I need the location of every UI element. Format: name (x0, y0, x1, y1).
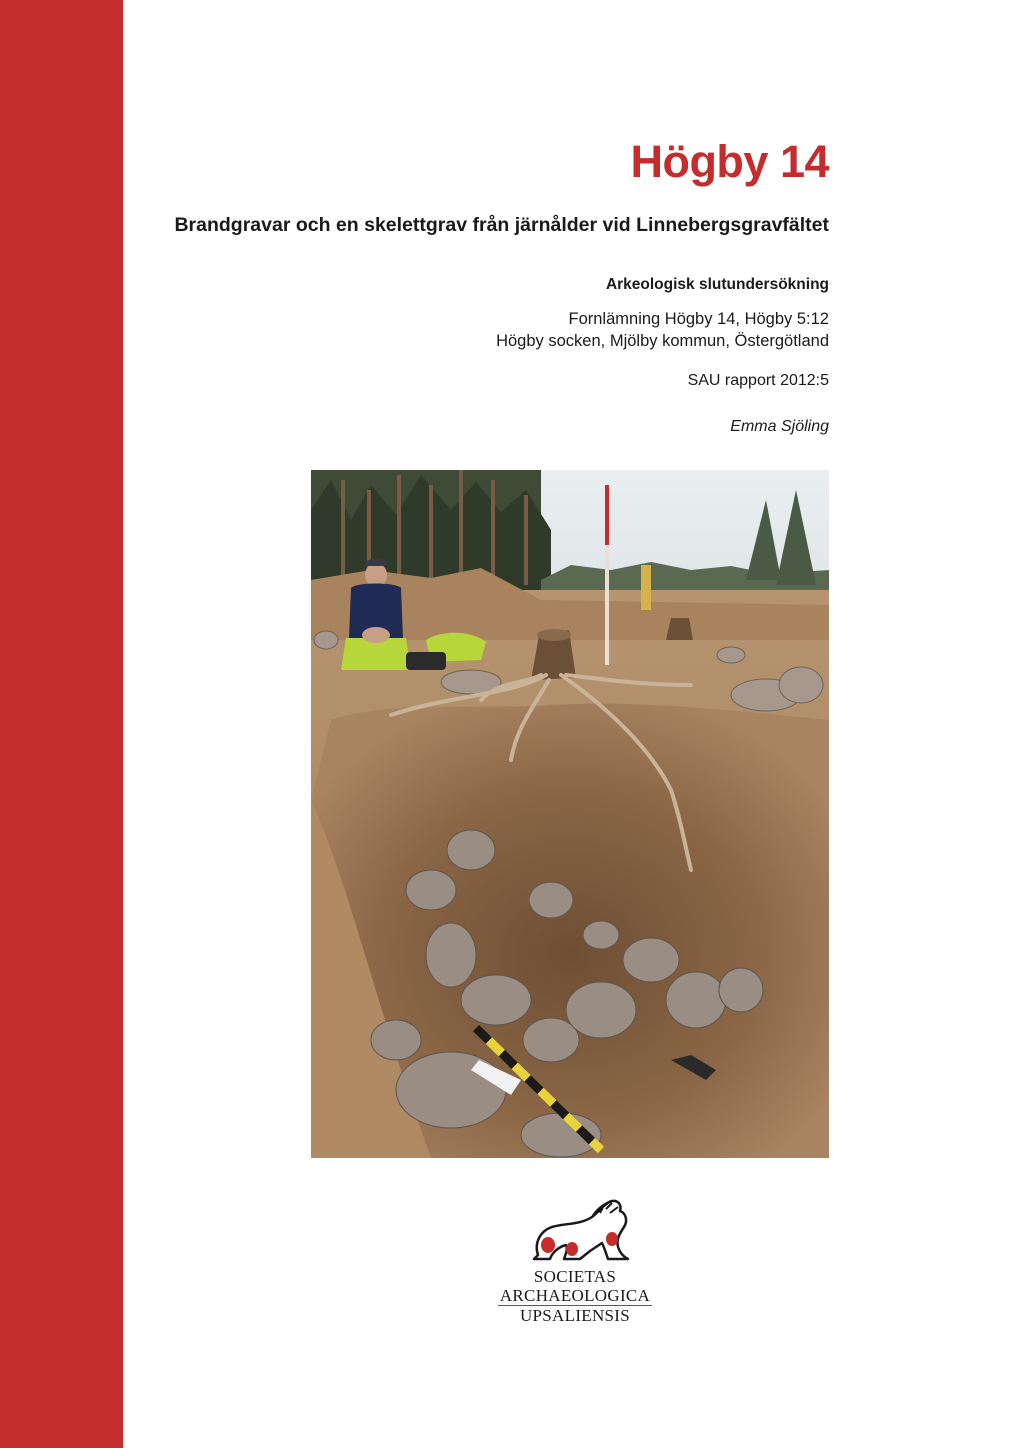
report-subtitle: Brandgravar och en skelettgrav från järnålder vid Linnebergsgravfältet (174, 214, 829, 236)
site-location: Högby socken, Mjölby kommun, Östergötland (496, 332, 829, 350)
report-type: Arkeologisk slutundersökning (605, 276, 829, 293)
publisher-line-2: ARCHAEOLOGICA (499, 1286, 651, 1305)
publisher-logo (480, 1195, 670, 1335)
report-author: Emma Sjöling (730, 418, 829, 435)
lion-emblem-icon (520, 1195, 630, 1267)
red-side-band (0, 0, 123, 1448)
excavation-photo (311, 470, 829, 1158)
site-designation: Fornlämning Högby 14, Högby 5:12 (568, 310, 829, 328)
report-series: SAU rapport 2012:5 (687, 372, 829, 389)
report-title: Högby 14 (630, 136, 829, 187)
publisher-line-3: UPSALIENSIS (519, 1306, 631, 1325)
publisher-line-1: SOCIETAS (533, 1267, 617, 1286)
